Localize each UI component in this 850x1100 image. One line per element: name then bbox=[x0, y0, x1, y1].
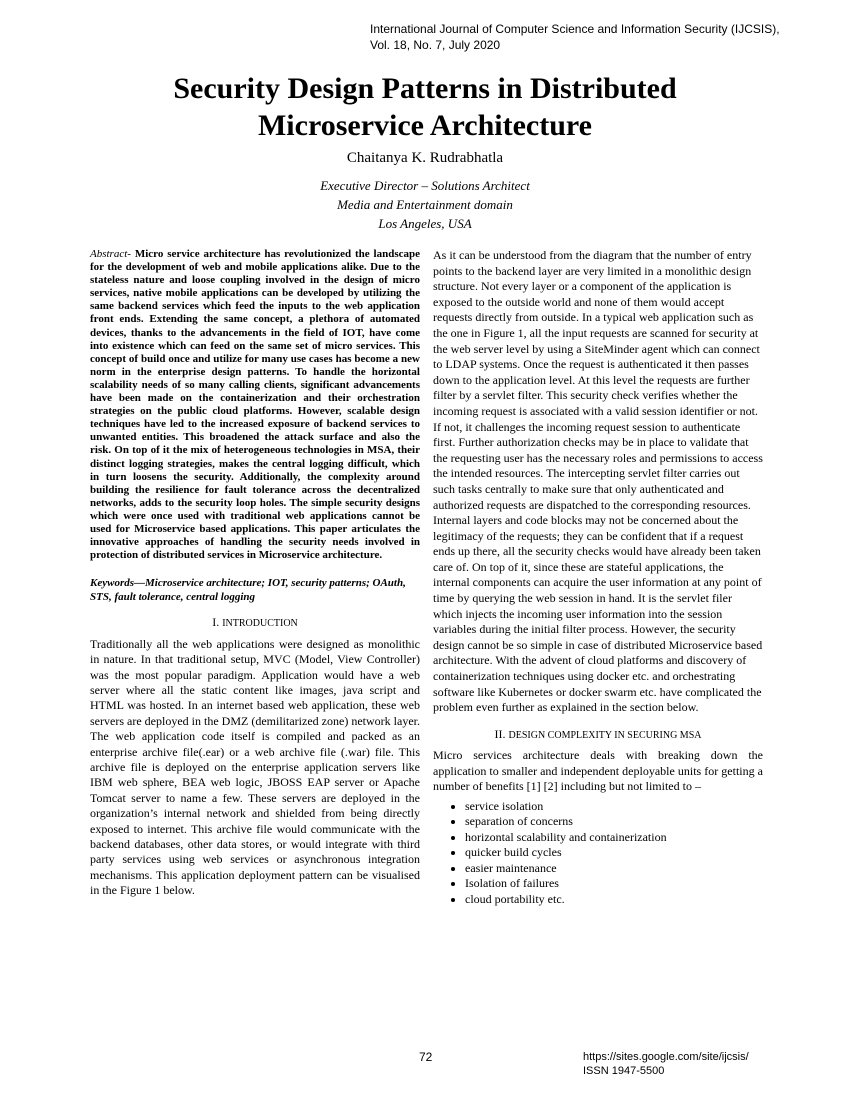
left-column bbox=[90, 248, 420, 899]
list-item: • cloud portability etc. bbox=[465, 892, 763, 908]
right-column bbox=[433, 248, 763, 907]
journal-header bbox=[370, 21, 780, 53]
section-number: I. bbox=[212, 615, 220, 630]
abstract-text: Micro service architecture has revolutionized the landscape for the development of web and mobile applications alike. Due to the stateless nature and loose coupling involved in the design of micro services, native mobile applications can be developed by utilizing the same backend services which feed the inputs to the web application front ends. Extending the same concept, a plethora of automated devices, thanks to the advancements in the field of IOT, have come into existence which can feed on the same set of micro services. This concept of build once and utilize for many use cases has become a new norm in the enterprise design patterns. To handle the horizontal scalability needs of so many calling clients, significant advancements have been made on the containerization and their orchestration strategies on the public cloud platforms. However, scalable design techniques have led to the increased exposure of backend services to unwanted entities. This broadened the attack surface and also the risk. On top of it the mix of heterogeneous technologies in MSA, their distinct logging strategies, makes the central logging difficult, which in turn loosens the security. Additionally, the complexity around building the resilience for fault tolerance across the decentralized networks, adds to the security loop holes. The simple security designs which were once used with traditional web applications cannot be used for Microservice based applications. This paper articulates the innovative approaches of handling the security needs involved in protection of distributed services in Microservice architecture. bbox=[90, 248, 420, 562]
section-heading-design-complexity bbox=[433, 727, 763, 744]
section-title: DESIGN COMPLEXITY IN SECURING MSA bbox=[508, 729, 702, 741]
keywords: Keywords—Microservice architecture; IOT, security patterns; OAuth, STS, fault tolerance, central logging bbox=[90, 577, 406, 604]
page-number: 72 bbox=[419, 1050, 433, 1064]
abstract bbox=[90, 248, 420, 562]
author-name: Chaitanya K. Rudrabhatla bbox=[346, 150, 504, 166]
paper-title-line2: Microservice Architecture bbox=[257, 109, 592, 142]
list-item: • separation of concerns bbox=[465, 814, 763, 830]
paper-title bbox=[0, 70, 850, 144]
paper-title-line1: Security Design Patterns in Distributed bbox=[173, 72, 677, 105]
section-title: INTRODUCTION bbox=[222, 618, 298, 630]
journal-volume: Vol. 18, No. 7, July 2020 bbox=[370, 38, 501, 52]
site-url: https://sites.google.com/site/ijcsis/ bbox=[583, 1051, 749, 1063]
abstract-label: Abstract- bbox=[90, 248, 131, 260]
list-item: • easier maintenance bbox=[465, 861, 763, 877]
list-item: • quicker build cycles bbox=[465, 845, 763, 861]
introduction-paragraph: Traditionally all the web applications were designed as monolithic in nature. In that traditional setup, MVC (Model, View Controller) was the most popular paradigm. Application would have a web server where all the static content like images, java script and HTML was hosted. In an internet based web application, these web servers are deployed in the DMZ (demilitarized zone) network layer. The web application code itself is compiled and packed as an enterprise archive file(.ear) or a web archive file (.war) file. This archive file is deployed on the enterprise application servers like IBM web sphere, BEA web logic, JBOSS EAP server or Apache Tomcat server to name a few. These servers are deployed in the organization’s internal network and shielded from being directly exposed to internet. This archive file would communicate with the backend databases, other data stores, or would integrate with third party services using web services or asynchronous integration mechanisms. This application deployment pattern can be visualised in the Figure 1 below. bbox=[90, 636, 420, 898]
benefits-list bbox=[433, 799, 763, 908]
design-complexity-paragraph: Micro services architecture deals with breaking down the application to smaller and independent deployable units for getting a number of benefits [1] [2] including but not limited to – bbox=[433, 748, 763, 794]
affiliation-role: Executive Director – Solutions Architect bbox=[320, 178, 530, 193]
list-item: • service isolation bbox=[465, 799, 763, 815]
affiliation-location: Los Angeles, USA bbox=[378, 216, 472, 231]
journal-name: International Journal of Computer Science and Information Security (IJCSIS), bbox=[370, 22, 780, 36]
section-heading-introduction bbox=[90, 615, 420, 632]
issn: ISSN 1947-5500 bbox=[583, 1065, 665, 1077]
author-affiliation bbox=[0, 176, 850, 233]
list-item: • horizontal scalability and containerization bbox=[465, 830, 763, 846]
footer-site bbox=[583, 1050, 749, 1078]
affiliation-domain: Media and Entertainment domain bbox=[337, 197, 513, 212]
list-item: • Isolation of failures bbox=[465, 876, 763, 892]
section-number: II. bbox=[494, 726, 506, 741]
body-paragraph: As it can be understood from the diagram that the number of entry points to the backend layer are very limited in a monolithic design structure. Not every layer or a component of the application is exposed to the outside world and none of them would accept requests directly from outside. In a typical web application such as the one in Figure 1, all the input requests are scanned for security at the web server level by using a SiteMinder agent which can connect to LDAP systems. Once the request is authenticated it then passes down to the application level. At this level the requests are further filter by a servlet filter. This security check verifies whether the incoming request is associated with a valid session identifier or not. If not, it challenges the incoming request session to authenticate first. Further authorization checks may be in place to validate that the requesting user has the necessary roles and permissions to access the intended resources. The intercepting servlet filter carries out such tasks centrally to make sure that only authenticated and authorized requests are dispatched to the corresponding resources. Internal layers and code blocks may not be concerned about the legitimacy of the requests; they can be confident that if a request ends up there, all the security checks would have already been taken care of. On top of it, since these are stateful applications, the internal components can acquire the user information at any point of time by querying the web session in hand. It is the servlet filer which injects the incoming user information into the session variables during the initial filter process. However, the security design cannot be so simple in case of distributed Microservice based architecture. With the advent of cloud platforms and discovery of containerization techniques using docker etc. and orchestrating software like Kubernetes or docker swarm etc. have complicated the problem even further as explained in the section below. bbox=[433, 248, 763, 715]
